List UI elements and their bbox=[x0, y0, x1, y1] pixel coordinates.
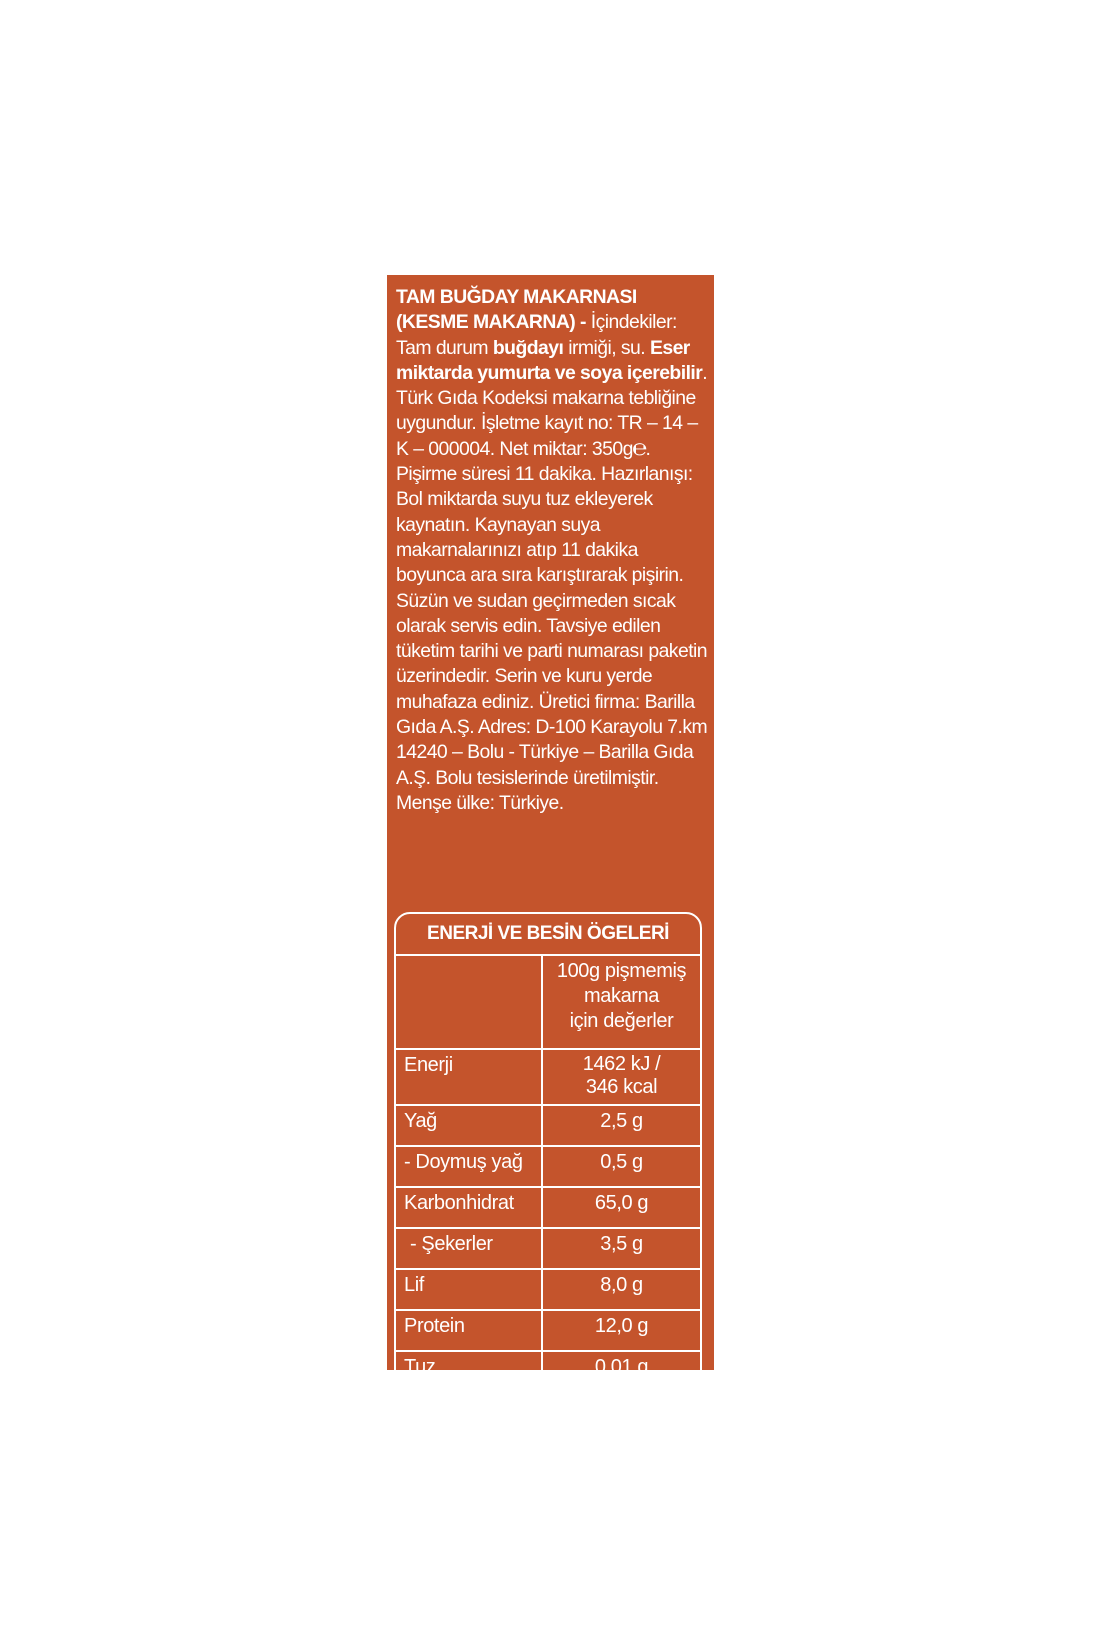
nutrition-table bbox=[396, 956, 700, 1391]
row-label: Tuz bbox=[396, 1351, 542, 1391]
row-label: Protein bbox=[396, 1310, 542, 1351]
column-header-line-1: 100g pişmemiş bbox=[556, 960, 687, 982]
row-label: Yağ bbox=[396, 1105, 542, 1146]
row-label: - Şekerler bbox=[396, 1228, 542, 1269]
table-row-salt bbox=[396, 1351, 700, 1391]
row-value: 0,5 g bbox=[542, 1146, 700, 1187]
column-header-line-2: makarna bbox=[583, 985, 659, 1007]
product-description bbox=[396, 285, 708, 816]
energy-kj: 1462 kJ / bbox=[582, 1053, 661, 1075]
nutrition-header-row bbox=[396, 956, 700, 1049]
nutrition-facts-box bbox=[394, 912, 702, 1393]
row-label: - Doymuş yağ bbox=[396, 1146, 542, 1187]
row-value-energy bbox=[542, 1049, 700, 1105]
row-value: 3,5 g bbox=[542, 1228, 700, 1269]
row-value: 0,01 g bbox=[542, 1351, 700, 1391]
estimated-sign-icon: ℮ bbox=[631, 434, 647, 460]
table-row-fibre bbox=[396, 1269, 700, 1310]
column-header bbox=[542, 956, 700, 1049]
row-value: 65,0 g bbox=[542, 1187, 700, 1228]
nutrition-title: ENERJİ VE BESİN ÖGELERİ bbox=[396, 914, 700, 956]
nutrition-header-empty bbox=[396, 956, 542, 1049]
table-row-saturated-fat bbox=[396, 1146, 700, 1187]
allergen-warning: Eser miktarda yumurta ve soya içerebilir bbox=[396, 336, 703, 384]
table-row-energy bbox=[396, 1049, 700, 1105]
description-body-2: . Pişirme süresi 11 dakika. Hazırlanışı: Bol miktarda suyu tuz ekleyerek kaynatın. Kaynayan suya makarnalarınızı atıp 11 dakika boyunca ara sıra karıştırarak pişirin. Süzün ve sudan geçirmeden sıcak olarak servis edin. Tavsiye edilen tüketim tarihi ve parti numarası paketin üzerindedir. Serin ve kuru yerde muhafaza ediniz. Üretici firma: Barilla Gıda A.Ş. Adres: D-100 Karayolu 7.km 14240 – Bolu - Türkiye – Barilla Gıda A.Ş. Bolu tesislerinde üretilmiştir. Menşe ülke: Türkiye. bbox=[396, 437, 708, 814]
ingredients-text: İçindekiler: Tam durum bbox=[396, 311, 677, 359]
row-label-energy: Enerji bbox=[396, 1049, 542, 1105]
column-header-line-3: için değerler bbox=[569, 1010, 674, 1032]
description-body-1: . Türk Gıda Kodeksi makarna tebliğine uygundur. İşletme kayıt no: TR – 14 – K – 000004. Net miktar: 350g bbox=[396, 361, 708, 460]
product-name: TAM BUĞDAY MAKARNASI (KESME MAKARNA) bbox=[396, 286, 637, 334]
row-value: 8,0 g bbox=[542, 1269, 700, 1310]
table-row-sugars bbox=[396, 1228, 700, 1269]
row-label: Karbonhidrat bbox=[396, 1187, 542, 1228]
name-separator: - bbox=[575, 311, 591, 334]
product-label-panel bbox=[387, 275, 714, 1378]
table-row-protein bbox=[396, 1310, 700, 1351]
row-value: 12,0 g bbox=[542, 1310, 700, 1351]
table-row-carbohydrate bbox=[396, 1187, 700, 1228]
row-value: 2,5 g bbox=[542, 1105, 700, 1146]
ingredients-bold: buğdayı bbox=[492, 336, 564, 359]
energy-kcal: 346 kcal bbox=[585, 1076, 658, 1098]
ingredients-rest: irmiği, su. bbox=[563, 336, 646, 359]
row-label: Lif bbox=[396, 1269, 542, 1310]
table-row-fat bbox=[396, 1105, 700, 1146]
